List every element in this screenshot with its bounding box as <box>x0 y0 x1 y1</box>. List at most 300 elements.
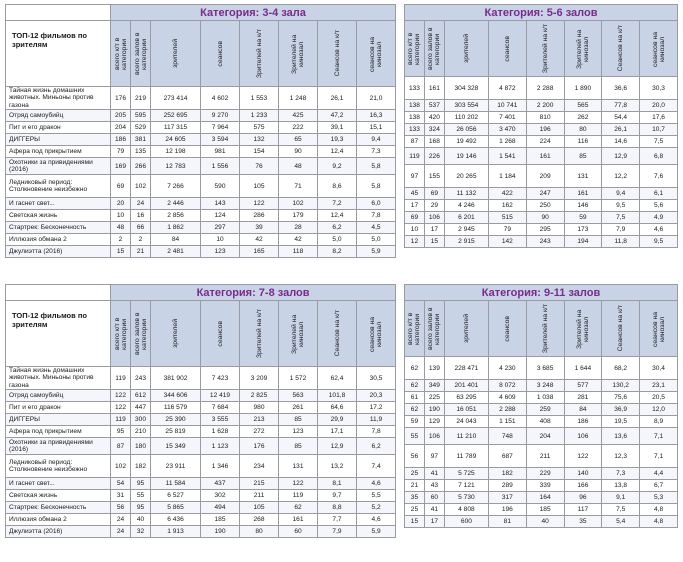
table-cell: 1 862 <box>151 222 201 234</box>
table-cell: 116 579 <box>151 402 201 414</box>
table-cell: 60 <box>279 526 318 538</box>
table-cell: 2 288 <box>526 77 564 100</box>
table-cell: 87 <box>111 438 131 455</box>
table-cell: 68,2 <box>602 357 640 380</box>
table-cell: 10 <box>111 210 131 222</box>
table-cell: 268 <box>240 514 279 526</box>
table-cell: 48 <box>279 158 318 175</box>
table-cell: 272 <box>240 426 279 438</box>
table-cell: 600 <box>444 516 488 528</box>
table-cell: 39 <box>240 222 279 234</box>
table-row <box>6 198 396 210</box>
column-header: всего залов в категории <box>424 21 444 77</box>
table-cell: 13,8 <box>602 480 640 492</box>
table-cell: 2 481 <box>151 246 201 258</box>
column-header: сеансов на кинозал <box>640 301 678 357</box>
table-cell: 2 825 <box>240 390 279 402</box>
table-row <box>405 200 678 212</box>
table-cell: 132 <box>240 134 279 146</box>
table-cell: 3 685 <box>526 357 564 380</box>
table-cell: 122 <box>240 198 279 210</box>
table-cell: 7,5 <box>640 136 678 148</box>
film-name: Джулиэтта (2016) <box>6 526 111 538</box>
table-cell: 118 <box>279 246 318 258</box>
table-cell: 6,2 <box>318 222 357 234</box>
table-cell: 13,6 <box>602 428 640 445</box>
film-name: ДИГГЕРЫ <box>6 414 111 426</box>
table-cell: 1 151 <box>488 416 526 428</box>
table-row <box>405 468 678 480</box>
table-cell: 7 121 <box>444 480 488 492</box>
column-header: всего залов в категории <box>424 301 444 357</box>
table-cell: 182 <box>488 468 526 480</box>
table-cell: 9,2 <box>318 158 357 175</box>
table-row <box>6 122 396 134</box>
table-cell: 209 <box>526 165 564 188</box>
table-cell: 180 <box>131 438 151 455</box>
table-cell: 12,4 <box>318 210 357 222</box>
table-cell: 179 <box>279 210 318 222</box>
column-header: сеансов на кинозал <box>357 21 396 87</box>
table-cell: 302 <box>201 490 240 502</box>
table-cell: 161 <box>526 148 564 165</box>
table-cell: 196 <box>526 124 564 136</box>
table-cell: 24 605 <box>151 134 201 146</box>
table-cell: 76 <box>240 158 279 175</box>
table-cell: 8,6 <box>318 175 357 198</box>
table-cell: 7,5 <box>602 504 640 516</box>
table-cell: 20,0 <box>640 100 678 112</box>
table-cell: 190 <box>201 526 240 538</box>
table-cell: 20,5 <box>640 392 678 404</box>
table-cell: 529 <box>131 122 151 134</box>
table-cell: 182 <box>131 455 151 478</box>
table-cell: 7,3 <box>357 146 396 158</box>
table-cell: 97 <box>405 165 425 188</box>
table-cell: 1 233 <box>240 110 279 122</box>
table-cell: 80 <box>564 124 602 136</box>
table-cell: 62 <box>279 502 318 514</box>
table-cell: 304 328 <box>444 77 488 100</box>
table-cell: 20 265 <box>444 165 488 188</box>
table-cell: 1 268 <box>488 136 526 148</box>
table-cell: 9,5 <box>640 236 678 248</box>
table-row <box>405 428 678 445</box>
table-cell: 7,3 <box>602 468 640 480</box>
table-cell: 62 <box>405 357 425 380</box>
table-cell: 810 <box>526 112 564 124</box>
table-row <box>6 246 396 258</box>
table-cell: 10 <box>405 224 425 236</box>
table-cell: 211 <box>240 490 279 502</box>
table-cell: 190 <box>424 404 444 416</box>
table-row <box>6 134 396 146</box>
table-cell: 3 555 <box>201 414 240 426</box>
table-row <box>6 210 396 222</box>
column-header: Сеансов на к/т <box>602 21 640 77</box>
table-cell: 303 554 <box>444 100 488 112</box>
table-cell: 43 <box>424 480 444 492</box>
table-cell: 8,2 <box>318 246 357 258</box>
table-cell: 5,6 <box>640 200 678 212</box>
table-cell: 9 270 <box>201 110 240 122</box>
table-cell: 25 <box>405 504 425 516</box>
table-cell: 19,5 <box>602 416 640 428</box>
table-row <box>6 222 396 234</box>
table-cell: 1 553 <box>240 87 279 110</box>
category-title: Категория: 5-6 залов <box>405 5 678 21</box>
table-cell: 62 <box>405 380 425 392</box>
table-cell: 20 <box>111 198 131 210</box>
table-cell: 612 <box>131 390 151 402</box>
table-cell: 5,0 <box>318 234 357 246</box>
table-cell: 7,2 <box>318 198 357 210</box>
film-name: Пит и его дракон <box>6 122 111 134</box>
table-cell: 87 <box>405 136 425 148</box>
table-cell: 537 <box>424 100 444 112</box>
table-cell: 95 <box>131 502 151 514</box>
table-cell: 243 <box>131 367 151 390</box>
film-name: И гаснет свет... <box>6 198 111 210</box>
table-cell: 69 <box>424 188 444 200</box>
table-cell: 222 <box>279 122 318 134</box>
table-cell: 2 <box>131 234 151 246</box>
table-cell: 90 <box>526 212 564 224</box>
table-row <box>405 136 678 148</box>
table-cell: 2 288 <box>488 404 526 416</box>
table-cell: 161 <box>424 77 444 100</box>
table-cell: 1 346 <box>201 455 240 478</box>
table-cell: 2 <box>111 234 131 246</box>
table-cell: 11 584 <box>151 478 201 490</box>
table-cell: 5,9 <box>357 246 396 258</box>
table-cell: 1 248 <box>279 87 318 110</box>
table-cell: 226 <box>424 148 444 165</box>
table-cell: 176 <box>240 438 279 455</box>
table-cell: 62 <box>405 404 425 416</box>
table-cell: 19,3 <box>318 134 357 146</box>
table-cell: 7 401 <box>488 112 526 124</box>
table-cell: 422 <box>488 188 526 200</box>
table-cell: 117 <box>564 504 602 516</box>
table-cell: 3 470 <box>488 124 526 136</box>
table-cell: 447 <box>131 402 151 414</box>
table-cell: 7,1 <box>640 428 678 445</box>
table-cell: 97 <box>424 445 444 468</box>
table-cell: 262 <box>564 112 602 124</box>
table-cell: 5,8 <box>357 158 396 175</box>
table-cell: 62,4 <box>318 367 357 390</box>
table-cell: 515 <box>488 212 526 224</box>
table-cell: 30,3 <box>640 77 678 100</box>
table-row <box>405 124 678 136</box>
column-header: Зрителей на кинозал <box>279 21 318 87</box>
table-cell: 575 <box>240 122 279 134</box>
table-cell: 106 <box>424 212 444 224</box>
table-cell: 7,7 <box>318 514 357 526</box>
table-cell: 124 <box>201 210 240 222</box>
table-cell: 21 <box>131 246 151 258</box>
column-header: зрителей <box>444 21 488 77</box>
table-row <box>405 224 678 236</box>
table-cell: 26,1 <box>602 124 640 136</box>
table-row <box>405 492 678 504</box>
table-cell: 24 <box>131 198 151 210</box>
table-cell: 123 <box>201 246 240 258</box>
table-cell: 17 <box>424 516 444 528</box>
column-header: всего залов в категории <box>131 301 151 367</box>
table-cell: 90 <box>279 146 318 158</box>
column-header: зрителей <box>444 301 488 357</box>
table-cell: 164 <box>526 492 564 504</box>
panel-3-4 <box>5 4 396 258</box>
table-cell: 25 390 <box>151 414 201 426</box>
table-cell: 201 401 <box>444 380 488 392</box>
table-cell: 408 <box>526 416 564 428</box>
table-cell: 186 <box>111 134 131 146</box>
table-cell: 84 <box>564 404 602 416</box>
table-cell: 317 <box>488 492 526 504</box>
table-cell: 9,4 <box>357 134 396 146</box>
table-cell: 173 <box>564 224 602 236</box>
table-cell: 16 051 <box>444 404 488 416</box>
table-cell: 300 <box>131 414 151 426</box>
category-title: Категория: 7-8 залов <box>111 285 396 301</box>
table-cell: 41 <box>424 468 444 480</box>
table-cell: 102 <box>279 198 318 210</box>
table-cell: 63 295 <box>444 392 488 404</box>
table-row <box>405 236 678 248</box>
table-cell: 20,3 <box>357 390 396 402</box>
table-cell: 5 725 <box>444 468 488 480</box>
table-cell: 5,9 <box>357 526 396 538</box>
table-row <box>6 175 396 198</box>
table-row <box>6 414 396 426</box>
table-cell: 17 <box>424 224 444 236</box>
row-label-header: ТОП-12 фильмов по зрителям <box>6 21 111 87</box>
table-cell: 12,3 <box>602 445 640 468</box>
table-row <box>405 416 678 428</box>
table-cell: 71 <box>279 175 318 198</box>
table-cell: 122 <box>564 445 602 468</box>
table-cell: 5,4 <box>602 516 640 528</box>
table-cell: 25 <box>405 468 425 480</box>
table-cell: 96 <box>564 492 602 504</box>
table-cell: 16 <box>131 210 151 222</box>
table-cell: 6 527 <box>151 490 201 502</box>
film-name: Тайная жизнь домашних животных. Миньоны против газона <box>6 87 111 110</box>
table-cell: 80 <box>240 526 279 538</box>
table-cell: 1 556 <box>201 158 240 175</box>
column-header: всего залов в категории <box>131 21 151 87</box>
table-cell: 79 <box>111 146 131 158</box>
film-name: Стартрек: Бесконечность <box>6 502 111 514</box>
table-cell: 247 <box>526 188 564 200</box>
table-cell: 563 <box>279 390 318 402</box>
table-cell: 110 202 <box>444 112 488 124</box>
table-cell: 165 <box>240 246 279 258</box>
table-cell: 266 <box>131 158 151 175</box>
table-cell: 8,9 <box>640 416 678 428</box>
table-cell: 30,4 <box>640 357 678 380</box>
table-cell: 60 <box>424 492 444 504</box>
table-cell: 15 <box>424 236 444 248</box>
panel-5-6 <box>404 4 678 248</box>
table-row <box>6 402 396 414</box>
table-cell: 17,2 <box>357 402 396 414</box>
table-cell: 105 <box>240 175 279 198</box>
table-cell: 6,2 <box>357 438 396 455</box>
table-row <box>6 514 396 526</box>
table-cell: 139 <box>424 357 444 380</box>
table-cell: 4 609 <box>488 392 526 404</box>
table-row <box>405 77 678 100</box>
column-header: Зрителей на к/т <box>240 301 279 367</box>
table-cell: 286 <box>240 210 279 222</box>
table-cell: 138 <box>405 112 425 124</box>
table-cell: 2 446 <box>151 198 201 210</box>
table-cell: 154 <box>240 146 279 158</box>
table-cell: 437 <box>201 478 240 490</box>
table-cell: 19 492 <box>444 136 488 148</box>
table-cell: 24 043 <box>444 416 488 428</box>
table-row <box>6 367 396 390</box>
table-cell: 17 <box>405 200 425 212</box>
table-cell: 12,4 <box>318 146 357 158</box>
table-cell: 185 <box>201 514 240 526</box>
table-cell: 219 <box>131 87 151 110</box>
film-name: Иллюзия обмана 2 <box>6 234 111 246</box>
table-cell: 4,4 <box>640 468 678 480</box>
table-cell: 13,2 <box>318 455 357 478</box>
table-row <box>405 516 678 528</box>
table-cell: 748 <box>488 428 526 445</box>
table-cell: 131 <box>564 165 602 188</box>
table-cell: 23,1 <box>640 380 678 392</box>
table-cell: 577 <box>564 380 602 392</box>
table-cell: 7,6 <box>640 165 678 188</box>
table-row <box>6 438 396 455</box>
table-cell: 122 <box>111 402 131 414</box>
table-cell: 6,0 <box>357 198 396 210</box>
table-cell: 131 <box>279 455 318 478</box>
table-row <box>405 504 678 516</box>
table-cell: 1 644 <box>564 357 602 380</box>
table-cell: 3 209 <box>240 367 279 390</box>
table-cell: 28 <box>279 222 318 234</box>
table-cell: 981 <box>201 146 240 158</box>
table-cell: 211 <box>526 445 564 468</box>
table-cell: 224 <box>526 136 564 148</box>
table-row <box>6 526 396 538</box>
table-cell: 5 865 <box>151 502 201 514</box>
table-cell: 243 <box>526 236 564 248</box>
film-name: Пит и его дракон <box>6 402 111 414</box>
table-row <box>6 87 396 110</box>
table-cell: 1 038 <box>526 392 564 404</box>
table-cell: 4,9 <box>640 212 678 224</box>
table-cell: 129 <box>424 416 444 428</box>
table-cell: 77,8 <box>602 100 640 112</box>
table-row <box>6 234 396 246</box>
table-cell: 166 <box>564 480 602 492</box>
table-cell: 56 <box>111 502 131 514</box>
table-cell: 15 <box>405 516 425 528</box>
table-cell: 42 <box>279 234 318 246</box>
table-cell: 4 602 <box>201 87 240 110</box>
table-cell: 12,9 <box>602 148 640 165</box>
table-cell: 7,9 <box>318 526 357 538</box>
table-cell: 39,1 <box>318 122 357 134</box>
table-row <box>405 165 678 188</box>
table-row <box>6 158 396 175</box>
table-cell: 7,1 <box>640 445 678 468</box>
table-cell: 24 <box>111 526 131 538</box>
table-cell: 6,8 <box>640 148 678 165</box>
table-cell: 4,6 <box>640 224 678 236</box>
table-cell: 161 <box>564 188 602 200</box>
table-cell: 425 <box>279 110 318 122</box>
table-cell: 119 <box>111 367 131 390</box>
table-cell: 6 201 <box>444 212 488 224</box>
table-cell: 494 <box>201 502 240 514</box>
table-cell: 12 198 <box>151 146 201 158</box>
film-name: Отряд самоубийц <box>6 390 111 402</box>
table-cell: 106 <box>564 428 602 445</box>
table-cell: 95 <box>111 426 131 438</box>
table-cell: 7 964 <box>201 122 240 134</box>
table-cell: 36,9 <box>602 404 640 416</box>
table-cell: 30,5 <box>357 367 396 390</box>
table-cell: 12,0 <box>640 404 678 416</box>
film-name: Светская жизнь <box>6 490 111 502</box>
table-cell: 106 <box>424 428 444 445</box>
table-cell: 61 <box>405 392 425 404</box>
table-row <box>6 110 396 122</box>
table-cell: 42 <box>240 234 279 246</box>
column-header: сеансов на кинозал <box>357 301 396 367</box>
column-header: Зрителей на к/т <box>526 301 564 357</box>
table-cell: 381 <box>131 134 151 146</box>
table-cell: 4,8 <box>640 504 678 516</box>
table-cell: 40 <box>526 516 564 528</box>
table-cell: 9,1 <box>602 492 640 504</box>
table-cell: 8,8 <box>318 502 357 514</box>
category-title: Категория: 9-11 залов <box>405 285 678 301</box>
table-cell: 4,6 <box>357 478 396 490</box>
table-cell: 12,2 <box>602 165 640 188</box>
table-cell: 234 <box>240 455 279 478</box>
table-cell: 2 200 <box>526 100 564 112</box>
column-header: сеансов <box>201 21 240 87</box>
table-cell: 186 <box>564 416 602 428</box>
table-cell: 7,8 <box>357 426 396 438</box>
table-cell: 162 <box>488 200 526 212</box>
table-cell: 12 419 <box>201 390 240 402</box>
table-cell: 5,8 <box>357 175 396 198</box>
table-cell: 64,6 <box>318 402 357 414</box>
column-header: всего к/т в категории <box>405 301 425 357</box>
film-name: Отряд самоубийц <box>6 110 111 122</box>
table-cell: 12 <box>405 236 425 248</box>
table-cell: 81 <box>488 516 526 528</box>
table-cell: 26,1 <box>318 87 357 110</box>
table-cell: 54,4 <box>602 112 640 124</box>
table-cell: 138 <box>405 100 425 112</box>
table-cell: 5 730 <box>444 492 488 504</box>
table-cell: 10,7 <box>640 124 678 136</box>
table-row <box>405 148 678 165</box>
